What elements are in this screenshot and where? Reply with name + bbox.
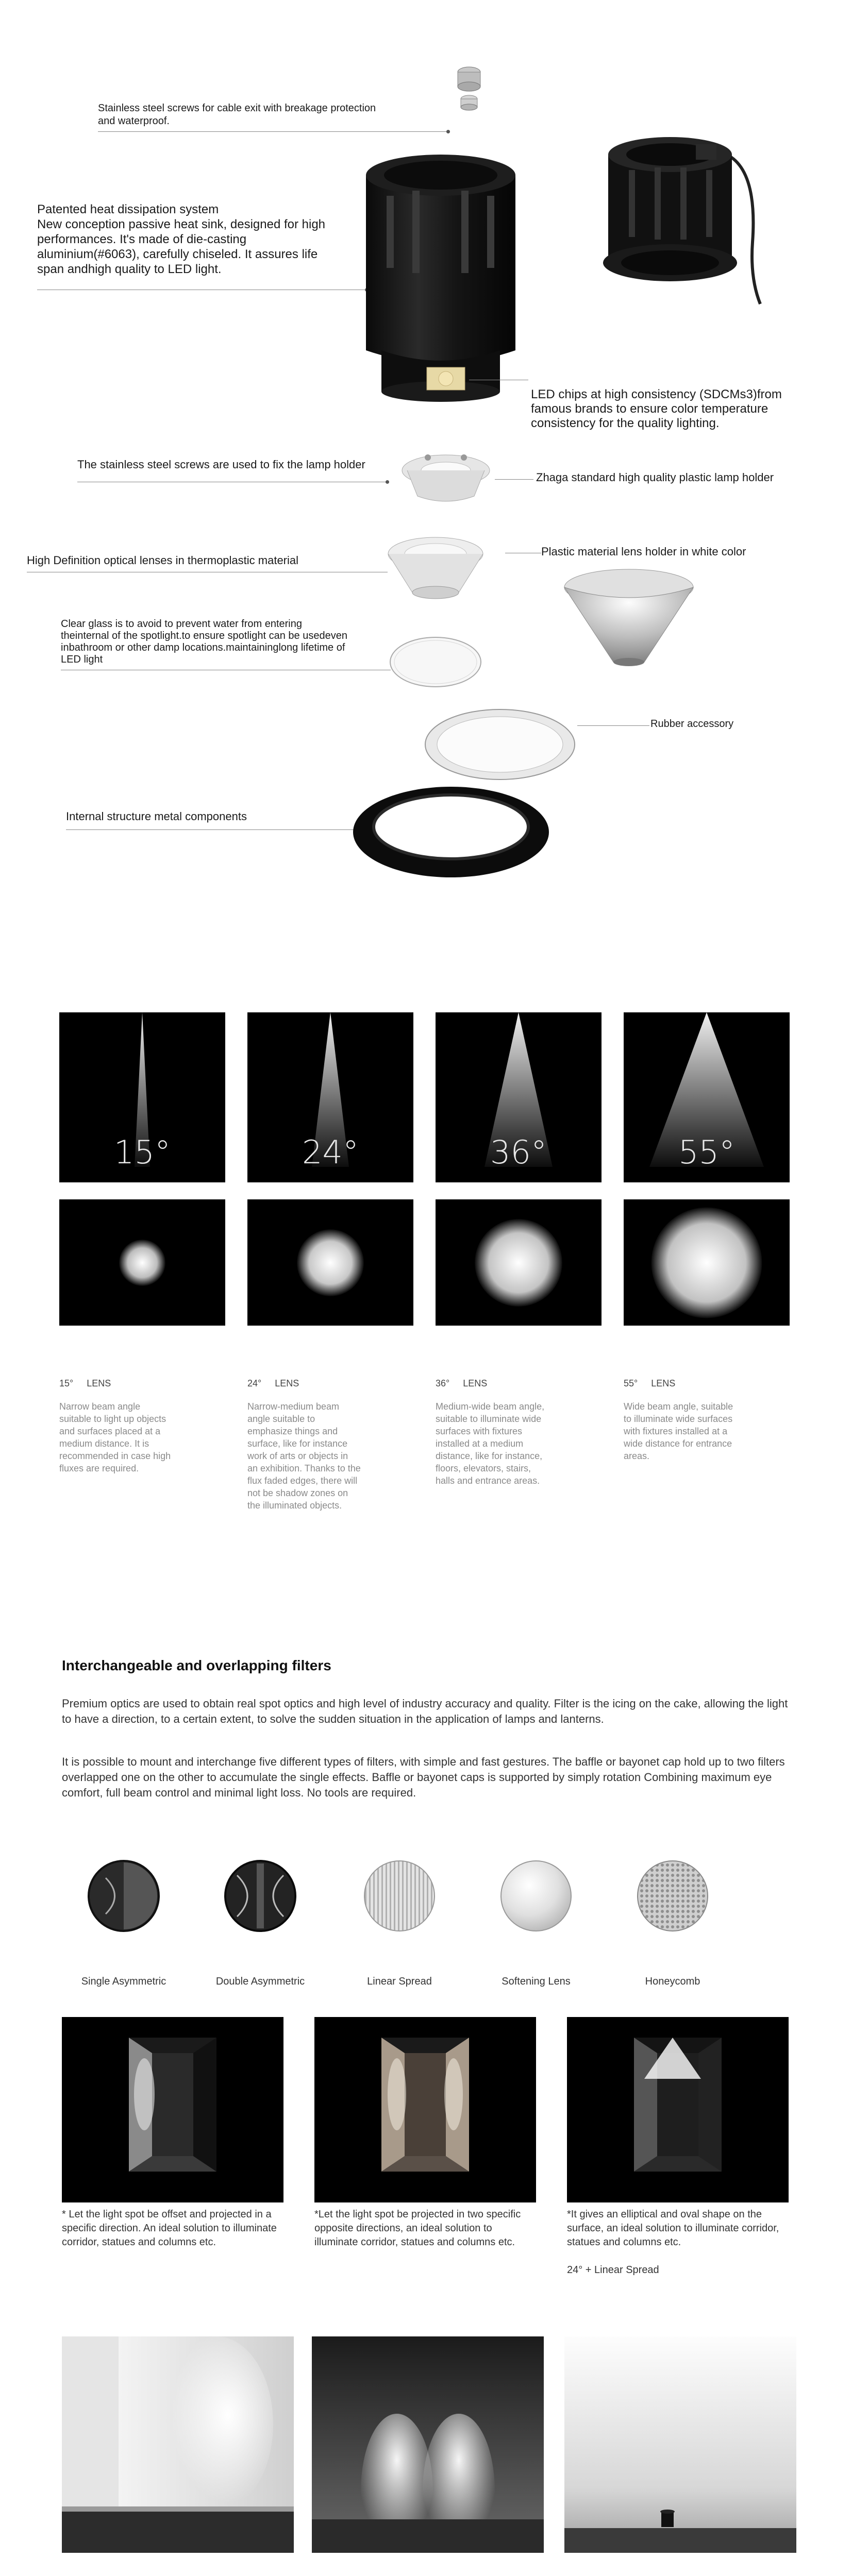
corridor-double-asymmetric (314, 2017, 536, 2202)
spot-card-55 (624, 1199, 790, 1326)
metal-ring-part (350, 783, 552, 881)
room-upper-wall-washer (564, 2336, 796, 2553)
callout-metal: Internal structure metal components (66, 810, 247, 823)
beam-card-24 (247, 1012, 413, 1182)
room-single-asymmetric (62, 2336, 294, 2553)
lens-desc-36: Medium-wide beam angle, suitable to illuminate wide surfaces with fixtures installed at a medium distance, like for instance, floors, elevators, stairs, halls and entrance areas. (436, 1401, 545, 1486)
callout-lamp-screws: The stainless steel screws are used to fix the lamp holder (77, 458, 365, 471)
lens-title-15: 15° LENS (59, 1378, 111, 1388)
callout-rubber: Rubber accessory (650, 718, 734, 730)
rubber-ring-part (423, 706, 577, 783)
lens-title-36: 36° LENS (436, 1378, 488, 1388)
lens-title-55: 55° LENS (624, 1378, 676, 1388)
cable-screw-part (443, 62, 495, 113)
clear-glass-part (387, 634, 485, 690)
heatsink-part (350, 134, 531, 402)
lamp-holder-part (397, 442, 495, 509)
single-asymmetric-filter-icon (85, 1857, 162, 1935)
corridor-desc-3: *It gives an elliptical and oval shape on the surface, an ideal solution to illuminate corridor, statues and columns etc. (567, 2209, 779, 2248)
corridor-single-asymmetric (62, 2017, 283, 2202)
beam-angle-label: 15° (114, 1133, 171, 1171)
corridor-linear-spread (567, 2017, 789, 2202)
beam-angle-label: 24° (302, 1133, 359, 1171)
callout-led-chips: LED chips at high consistency (SDCMs3)from famous brands to ensure color temperature consistency for the quality lighting. (531, 387, 782, 430)
beam-angle-label: 36° (490, 1133, 547, 1171)
filters-title: Interchangeable and overlapping filters (62, 1657, 331, 1673)
callout-clear-glass: Clear glass is to avoid to prevent water from entering theinternal of the spotlight.to ensure spotlight can be usedeven inbathroom or other damp locations.maintaininglong lifetime of LED light (61, 618, 347, 665)
callout-lens-holder: Plastic material lens holder in white color (541, 545, 746, 558)
room-double-asymmetric (312, 2336, 544, 2553)
spot-card-36 (436, 1199, 602, 1326)
double-asymmetric-filter-icon (222, 1857, 299, 1935)
lens-title-24: 24° LENS (247, 1378, 299, 1388)
linear-spread-filter-icon (361, 1857, 438, 1935)
filter-label-single: Single Asymmetric (81, 1976, 166, 1987)
beam-card-55 (624, 1012, 790, 1182)
spot-card-15 (59, 1199, 225, 1326)
spot-card-24 (247, 1199, 413, 1326)
callout-optical: High Definition optical lenses in thermoplastic material (27, 554, 299, 567)
callout-zhaga: Zhaga standard high quality plastic lamp holder (536, 471, 774, 484)
filter-label-honeycomb: Honeycomb (645, 1976, 700, 1987)
lens-holder-reflector (562, 567, 696, 670)
corridor-desc-2: *Let the light spot be projected in two specific opposite directions, an ideal solution to illuminate corridor, statues and columns etc. (314, 2209, 521, 2248)
filter-label-double: Double Asymmetric (215, 1976, 305, 1987)
lens-desc-24: Narrow-medium beam angle suitable to emphasize things and surface, like for instance work of arts or objects in an exhibition. Thanks to the flux faded edges, there will not be shadow zones on the illuminated objects. (247, 1401, 361, 1511)
filters-para-2: It is possible to mount and interchange five different types of filters, with simple and fast gestures. The baffle or bayonet cap hold up to two filters overlapped one on the other to accumulate the single effects. Baffle or bayonet caps is supported by simply rotation Combining maximum eye comfort, full beam control and minimal light loss. No tools are required. (62, 1755, 785, 1799)
softening-lens-filter-icon (497, 1857, 575, 1935)
callout-heatsink: Patented heat dissipation system New conception passive heat sink, designed for high performances. It's made of die-casting aluminium(#6063), carefully chiseled. It assures life span andhigh quality to LED light. (37, 202, 326, 276)
led-chip-part (423, 363, 469, 394)
honeycomb-filter-icon (634, 1857, 711, 1935)
filter-label-softening: Softening Lens (502, 1976, 571, 1987)
beam-card-36 (436, 1012, 602, 1182)
filter-label-linear: Linear Spread (367, 1976, 432, 1987)
beam-angle-label: 55° (678, 1133, 735, 1171)
assembled-product (588, 108, 763, 314)
lens-desc-15: Narrow beam angle suitable to light up objects and surfaces placed at a medium distance. It is recommended in case high fluxes are required. (59, 1401, 171, 1473)
lens-desc-55: Wide beam angle, suitable to illuminate wide surfaces with fixtures installed at a wide distance for entrance areas. (624, 1401, 733, 1461)
corridor-desc-4: 24° + Linear Spread (567, 2264, 659, 2276)
beam-card-15 (59, 1012, 225, 1182)
filters-para-1: Premium optics are used to obtain real spot optics and high level of industry accuracy and quality. Filter is the icing on the cake, allowing the light to have a direction, to a certain extent, to solve the sudden situation in the application of lamps and lanterns. (62, 1697, 788, 1725)
optical-lens-part (384, 531, 487, 603)
callout-screws: Stainless steel screws for cable exit with breakage protection and waterproof. (98, 103, 376, 127)
corridor-desc-1: * Let the light spot be offset and projected in a specific direction. An ideal solution to illuminate corridor, statues and columns etc. (62, 2209, 277, 2248)
